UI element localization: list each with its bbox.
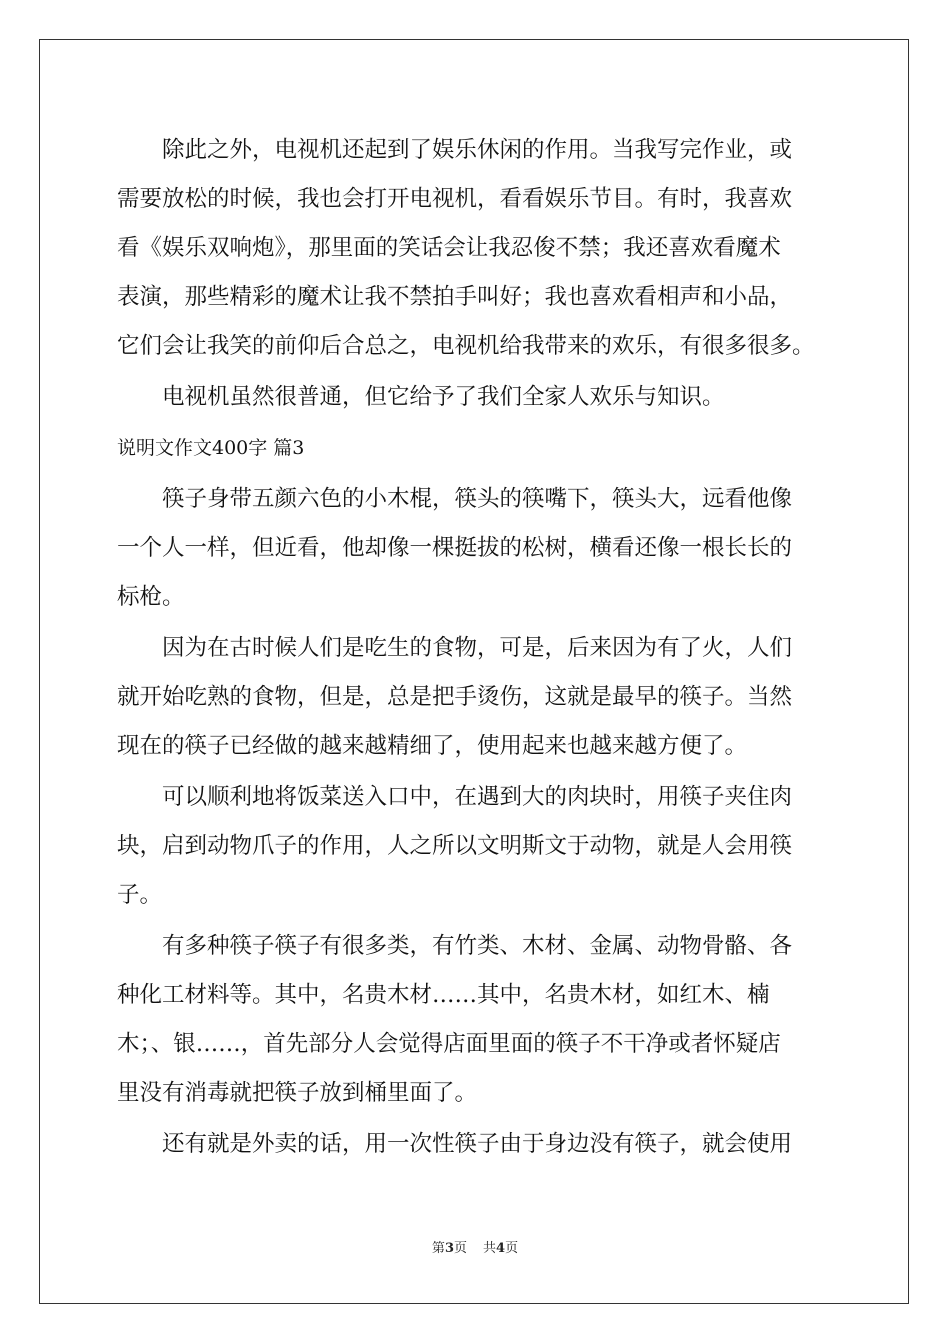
section-paragraph-4-line-2: 种化工材料等。其中，名贵木材……其中，名贵木材，如红木、楠 [117,982,770,1008]
paragraph-1-line-5: 它们会让我笑的前仰后合总之，电视机给我带来的欢乐，有很多很多。 [117,333,815,359]
section-paragraph-4-line-1: 有多种筷子筷子有很多类，有竹类、木材、金属、动物骨骼、各 [162,933,793,959]
section-paragraph-1-line-1: 筷子身带五颜六色的小木棍，筷头的筷嘴下，筷头大，远看他像 [162,486,793,512]
section-paragraph-4-line-4: 里没有消毒就把筷子放到桶里面了。 [117,1080,478,1106]
total-prefix: 共 [483,1241,497,1256]
section-paragraph-2-line-1: 因为在古时候人们是吃生的食物，可是，后来因为有了火，人们 [162,635,793,661]
section-paragraph-3-line-1: 可以顺利地将饭菜送入口中，在遇到大的肉块时，用筷子夹住肉 [162,784,793,810]
page-current: 3 [444,1241,454,1256]
section-paragraph-3-line-2: 块，启到动物爪子的作用，人之所以文明斯文于动物，就是人会用筷 [117,833,793,859]
section-paragraph-1-line-2: 一个人一样，但近看，他却像一棵挺拔的松树，横看还像一根长长的 [117,535,793,561]
section-paragraph-4-line-3: 木；、银……，首先部分人会觉得店面里面的筷子不干净或者怀疑店 [117,1031,781,1057]
section-heading: 说明文作文400字 篇3 [117,437,305,459]
paragraph-1-line-2: 需要放松的时候，我也会打开电视机，看看娱乐节目。有时，我喜欢 [117,186,793,212]
section-paragraph-5-line-1: 还有就是外卖的话，用一次性筷子由于身边没有筷子，就会使用 [162,1131,793,1157]
section-paragraph-1-line-3: 标枪。 [117,584,185,610]
page-prefix: 第 [431,1241,445,1256]
section-paragraph-3-line-3: 子。 [117,882,163,908]
page-total: 4 [496,1241,506,1256]
paragraph-1-line-4: 表演，那些精彩的魔术让我不禁拍手叫好；我也喜欢看相声和小品， [117,284,793,310]
total-suffix: 页 [505,1241,519,1256]
page-footer [0,1240,950,1258]
paragraph-2-line-1: 电视机虽然很普通，但它给予了我们全家人欢乐与知识。 [162,384,725,410]
page-border [39,39,909,1304]
paragraph-1-line-3: 看《娱乐双响炮》，那里面的笑话会让我忍俊不禁；我还喜欢看魔术 [117,235,781,261]
paragraph-1-line-1: 除此之外，电视机还起到了娱乐休闲的作用。当我写完作业，或 [162,137,793,163]
page-suffix: 页 [453,1241,467,1256]
section-paragraph-2-line-2: 就开始吃熟的食物，但是，总是把手烫伤，这就是最早的筷子。当然 [117,684,793,710]
section-paragraph-2-line-3: 现在的筷子已经做的越来越精细了，使用起来也越来越方便了。 [117,733,748,759]
